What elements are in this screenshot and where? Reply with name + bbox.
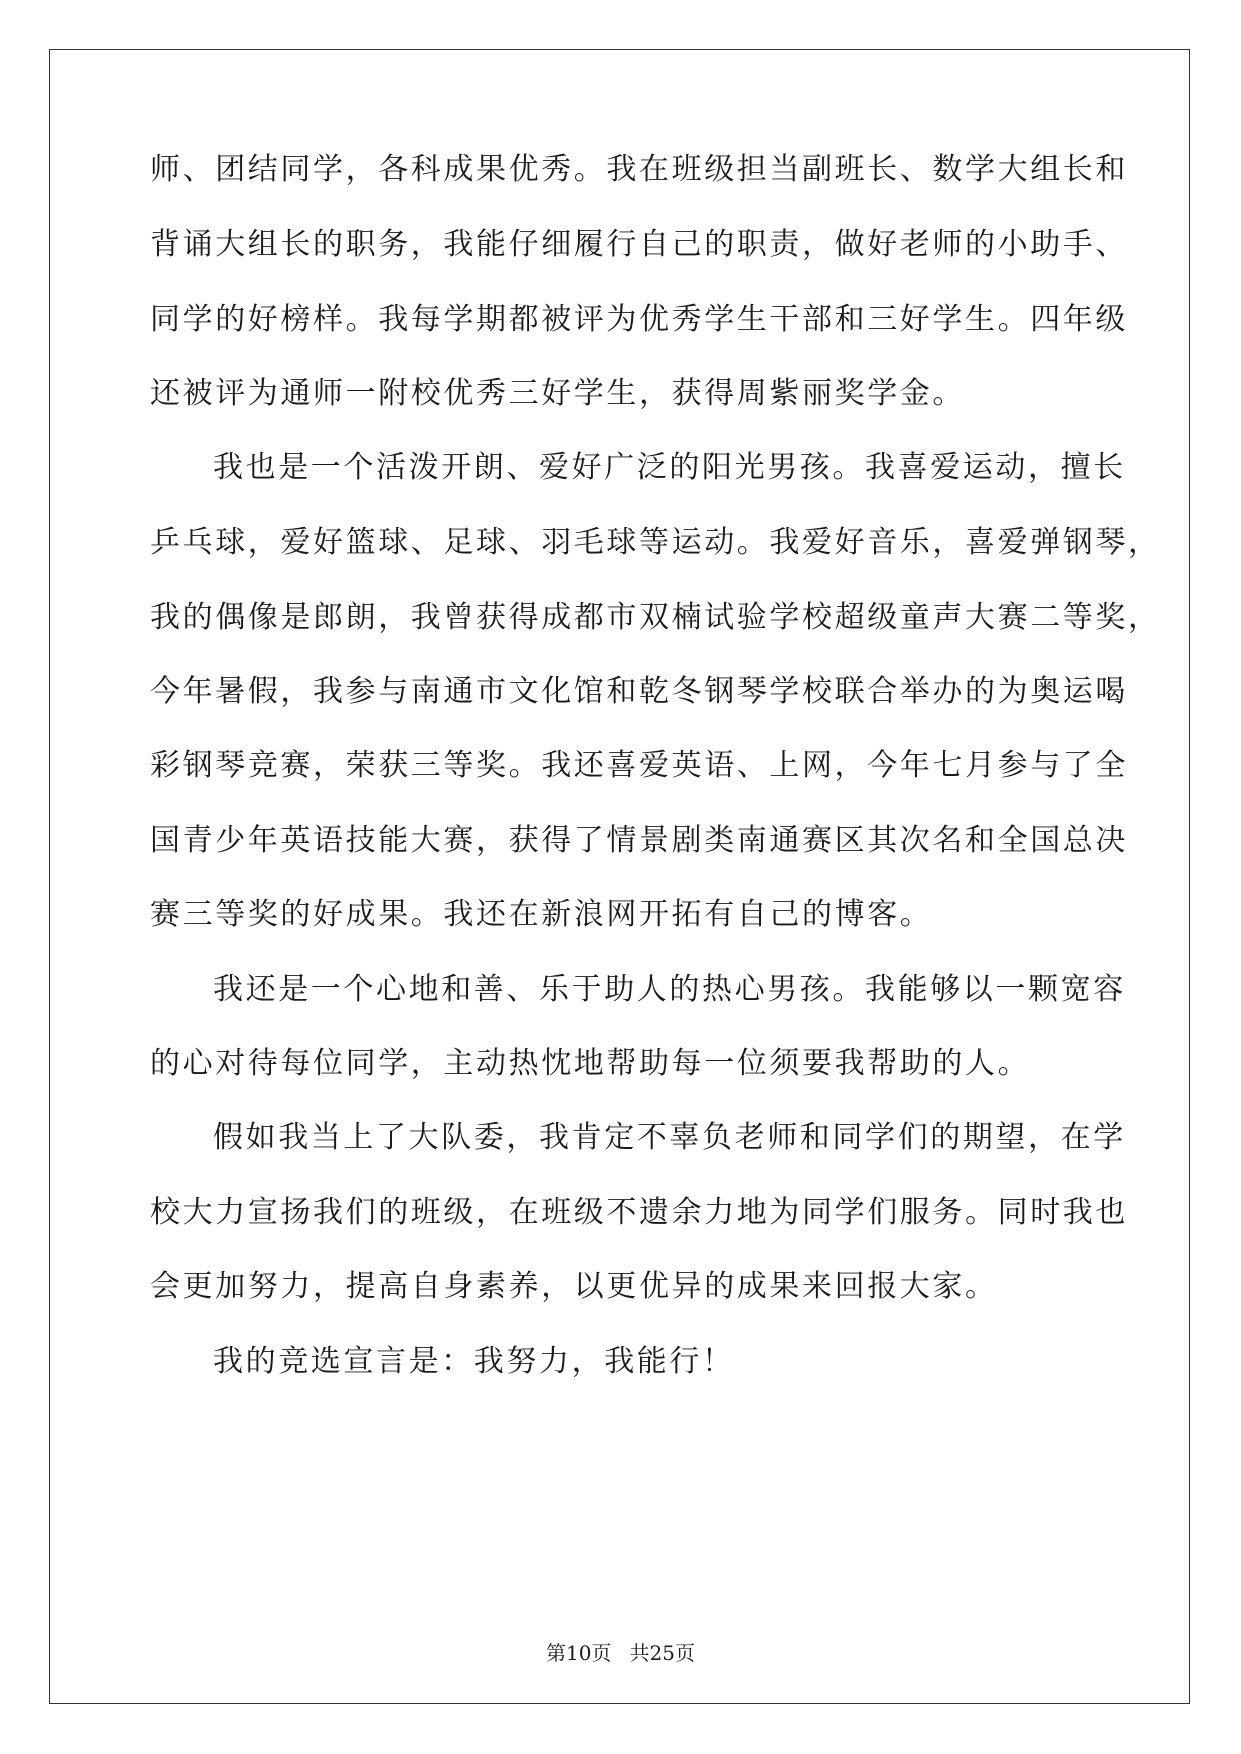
- paragraph-first-line: 我的竞选宣言是：我努力，我能行！: [213, 1344, 735, 1379]
- text-line: 国青少年英语技能大赛，获得了情景剧类南通赛区其次名和全国总决: [150, 823, 1128, 858]
- page-border: [49, 49, 1190, 1704]
- text-line: 会更加努力，提高自身素养，以更优异的成果来回报大家。: [150, 1269, 998, 1304]
- text-line: 师、团结同学，各科成果优秀。我在班级担当副班长、数学大组长和: [150, 152, 1128, 187]
- paragraph-first-line: 我也是一个活泼开朗、爱好广泛的阳光男孩。我喜爱运动，擅长: [213, 450, 1126, 485]
- page-total: 共25页: [629, 1641, 695, 1665]
- text-line: 彩钢琴竞赛，荣获三等奖。我还喜爱英语、上网，今年七月参与了全: [150, 748, 1128, 783]
- paragraph-first-line: 我还是一个心地和善、乐于助人的热心男孩。我能够以一颗宽容: [213, 972, 1126, 1007]
- text-line: 的心对待每位同学，主动热忱地帮助每一位须要我帮助的人。: [150, 1046, 1031, 1081]
- text-line: 同学的好榜样。我每学期都被评为优秀学生干部和三好学生。四年级: [150, 302, 1128, 337]
- text-line: 校大力宣扬我们的班级，在班级不遗余力地为同学们服务。同时我也: [150, 1195, 1128, 1230]
- text-line: 我的偶像是郎朗，我曾获得成都市双楠试验学校超级童声大赛二等奖，: [150, 600, 1161, 635]
- page-number: 第10页: [546, 1641, 612, 1665]
- page-footer: [0, 1640, 1241, 1666]
- paragraph-first-line: 假如我当上了大队委，我肯定不辜负老师和同学们的期望，在学: [213, 1120, 1126, 1155]
- text-line: 今年暑假，我参与南通市文化馆和乾冬钢琴学校联合举办的为奥运喝: [150, 674, 1128, 709]
- text-line: 背诵大组长的职务，我能仔细履行自己的职责，做好老师的小助手、: [150, 227, 1128, 262]
- text-line: 乒乓球，爱好篮球、足球、羽毛球等运动。我爱好音乐，喜爱弹钢琴，: [150, 525, 1161, 560]
- text-line: 还被评为通师一附校优秀三好学生，获得周紫丽奖学金。: [150, 376, 965, 411]
- text-line: 赛三等奖的好成果。我还在新浪网开拓有自己的博客。: [150, 897, 933, 932]
